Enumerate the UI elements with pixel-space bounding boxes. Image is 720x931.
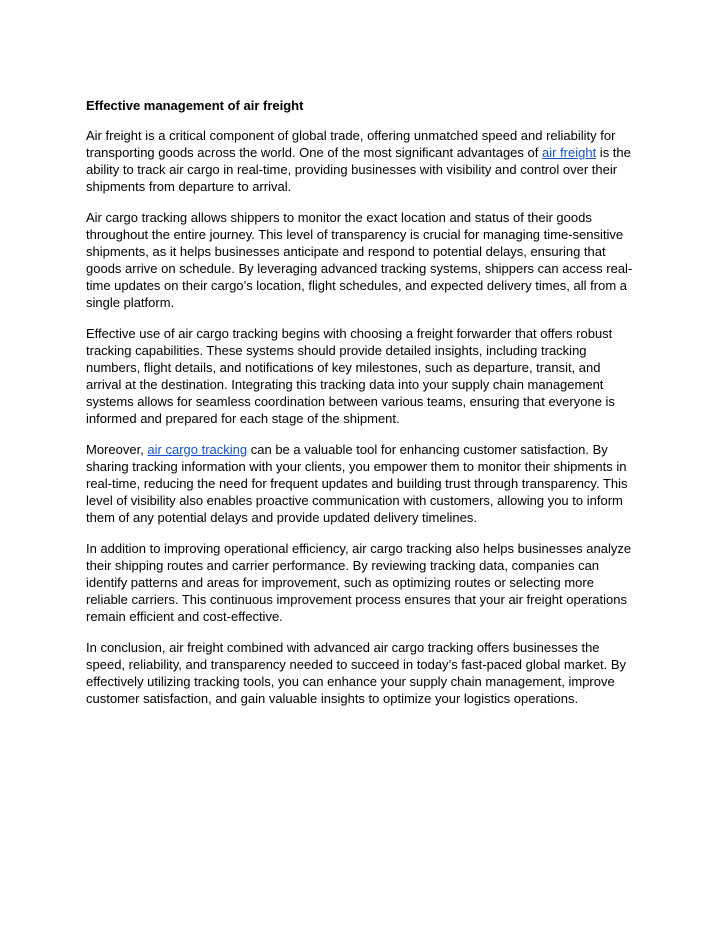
paragraph-text: is the ability to track air cargo in real-time, providing businesses with visibility and control over their shipments from departure to arrival. (86, 145, 631, 194)
paragraph-forwarder: Effective use of air cargo tracking begins with choosing a freight forwarder that offers robust tracking capabilities. These systems should provide detailed insights, including tracking numbers, flight details, and notifications of key milestones, such as departure, transit, and arrival at the destination. Integrating this tracking data into your supply chain management systems allows for seamless coordination between various teams, ensuring that everyone is informed and prepared for each stage of the shipment. (86, 326, 615, 426)
paragraph-text: Air freight is a critical component of global trade, offering unmatched speed and reliability for transporting goods across the world. One of the most significant advantages of (86, 128, 616, 160)
paragraph-tracking: Air cargo tracking allows shippers to monitor the exact location and status of their goods throughout the entire journey. This level of transparency is crucial for managing time-sensitive shipments, as it helps businesses anticipate and respond to potential delays, ensuring that goods arrive on schedule. By leveraging advanced tracking systems, shippers can access real-time updates on their cargo’s location, flight schedules, and expected delivery times, all from a single platform. (86, 210, 633, 310)
paragraph-conclusion: In conclusion, air freight combined with advanced air cargo tracking offers businesses the speed, reliability, and transparency needed to succeed in today’s fast-paced global market. By effectively utilizing tracking tools, you can enhance your supply chain management, improve customer satisfaction, and gain valuable insights to optimize your logistics operations. (86, 640, 627, 706)
air-freight-link[interactable]: air freight (541, 145, 597, 160)
paragraph-efficiency: In addition to improving operational efficiency, air cargo tracking also helps businesses analyze their shipping routes and carrier performance. By reviewing tracking data, companies can identify patterns and areas for improvement, such as optimizing routes or selecting more reliable carriers. This continuous improvement process ensures that your air freight operations remain efficient and cost-effective. (86, 541, 632, 624)
air-cargo-tracking-link[interactable]: air cargo tracking (147, 442, 248, 457)
paragraph-text: Moreover, (86, 442, 148, 457)
document-title: Effective management of air freight (86, 98, 304, 113)
paragraph-text: can be a valuable tool for enhancing customer satisfaction. By sharing tracking information with your clients, you empower them to monitor their shipments in real-time, reducing the need for frequent updates and building trust through transparency. This level of visibility also enables proactive communication with customers, allowing you to inform them of any potential delays and provide updated delivery timelines. (86, 442, 628, 525)
paragraph-intro (86, 127, 634, 195)
document-page (86, 97, 634, 721)
paragraph-customer (86, 441, 634, 526)
